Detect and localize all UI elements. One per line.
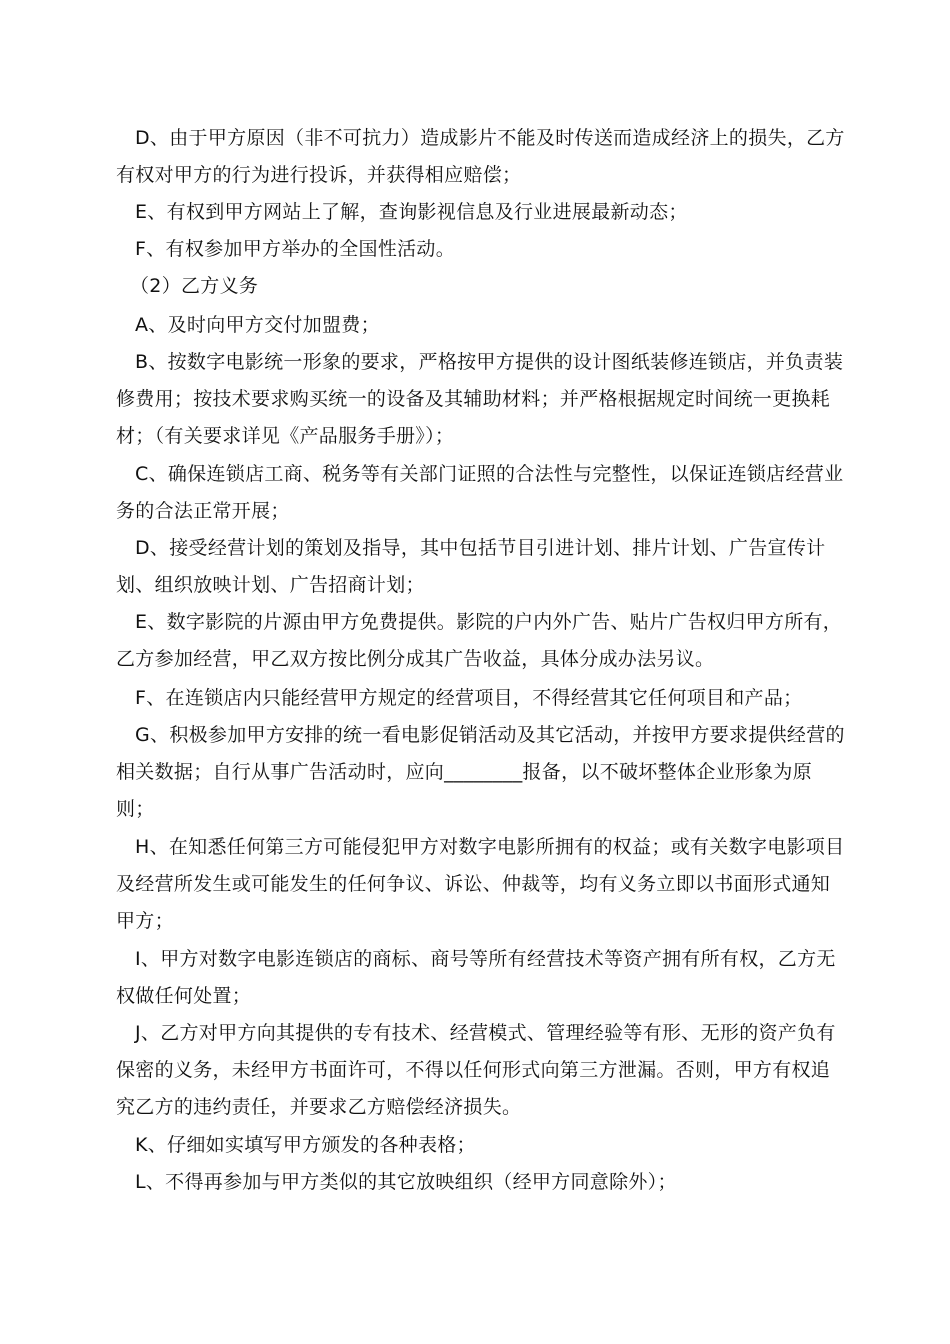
paragraph-obligation-e: E、数字影院的片源由甲方免费提供。影院的户内外广告、贴片广告权归甲方所有，乙方参加经营，甲乙双方按比例分成其广告收益，具体分成办法另议。 (116, 611, 843, 670)
paragraph-right-e: E、有权到甲方网站上了解，查询影视信息及行业进展最新动态； (135, 201, 688, 223)
paragraph-obligation-h: H、在知悉任何第三方可能侵犯甲方对数字电影所拥有的权益；或有关数字电影项目及经营所发生或可能发生的任何争议、诉讼、仲裁等，均有义务立即以书面形式通知甲方； (116, 836, 845, 932)
paragraph-right-d: D、由于甲方原因（非不可抗力）造成影片不能及时传送而造成经济上的损失，乙方有权对甲方的行为进行投诉，并获得相应赔偿； (116, 127, 845, 186)
paragraph-obligation-g: G、积极参加甲方安排的统一看电影促销活动及其它活动，并按甲方要求提供经营的相关数据；自行从事广告活动时，应向________报备，以不破坏整体企业形象为原则； (116, 724, 845, 820)
paragraph-obligation-c: C、确保连锁店工商、税务等有关部门证照的合法性与完整性，以保证连锁店经营业务的合法正常开展； (116, 463, 844, 522)
paragraph-obligation-f: F、在连锁店内只能经营甲方规定的经营项目，不得经营其它任何项目和产品； (135, 687, 803, 709)
paragraph-obligation-k: K、仔细如实填写甲方颁发的各种表格； (135, 1134, 476, 1156)
paragraph-obligation-a: A、及时向甲方交付加盟费； (135, 314, 380, 336)
paragraph-obligation-i: I、甲方对数字电影连锁店的商标、商号等所有经营技术等资产拥有所有权，乙方无权做任何处置； (116, 948, 836, 1007)
paragraph-obligation-b: B、按数字电影统一形象的要求，严格按甲方提供的设计图纸装修连锁店，并负责装修费用；按技术要求购买统一的设备及其辅助材料；并严格根据规定时间统一更换耗材；（有关要求详见《产品服务手册》）； (116, 351, 844, 447)
paragraph-right-f: F、有权参加甲方举办的全国性活动。 (135, 238, 456, 260)
paragraph-obligation-l: L、不得再参加与甲方类似的其它放映组织（经甲方同意除外）； (135, 1171, 677, 1193)
paragraph-obligation-j: J、乙方对甲方向其提供的专有技术、经营模式、管理经验等有形、无形的资产负有保密的义务，未经甲方书面许可，不得以任何形式向第三方泄漏。否则，甲方有权追究乙方的违约责任，并要求乙方赔偿经济损失。 (116, 1022, 836, 1118)
paragraph-obligation-d: D、接受经营计划的策划及指导，其中包括节目引进计划、排片计划、广告宣传计划、组织放映计划、广告招商计划； (116, 537, 826, 596)
section-heading-obligations: （2）乙方义务 (130, 275, 259, 297)
